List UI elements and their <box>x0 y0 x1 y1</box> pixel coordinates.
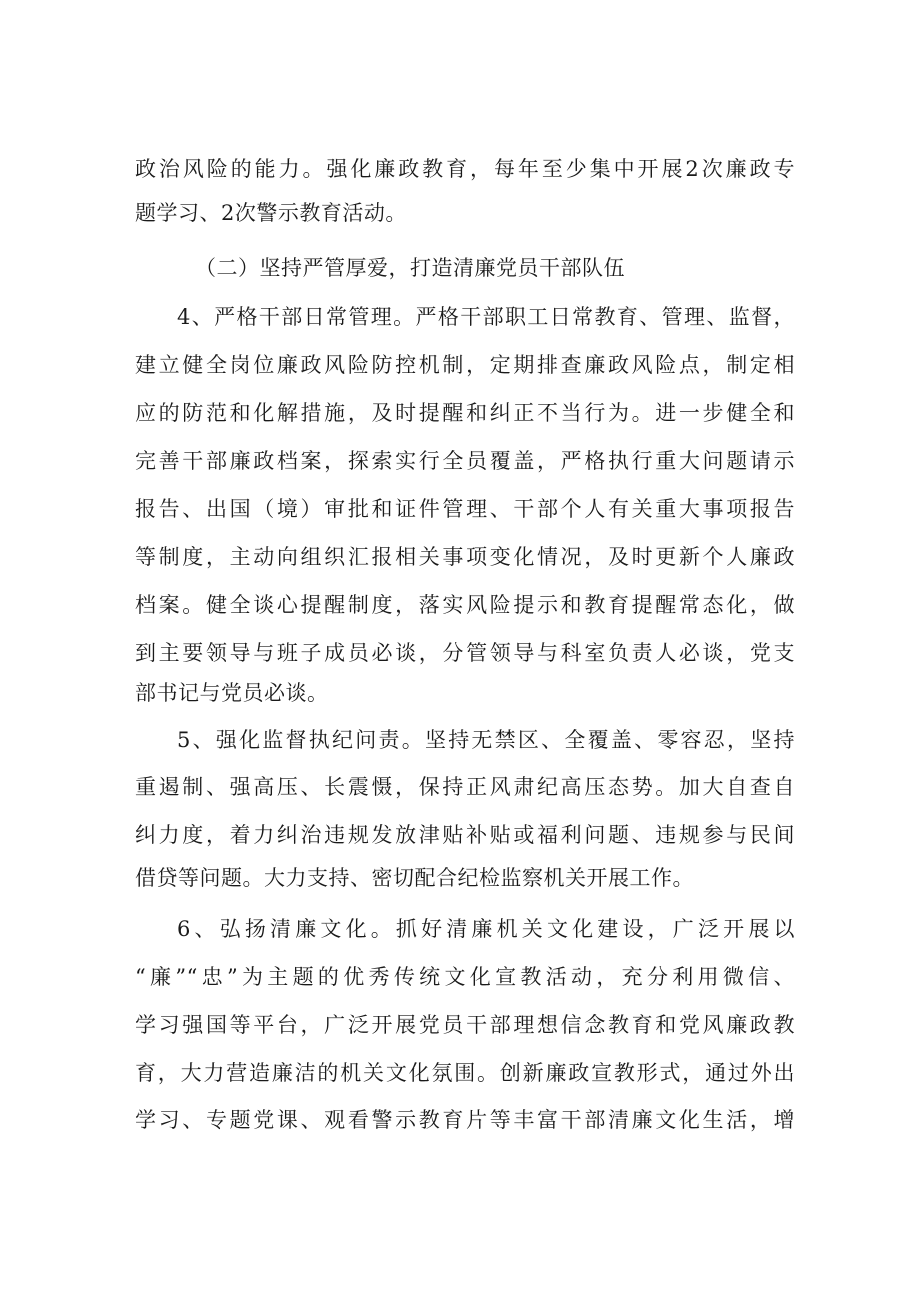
text-line: 部书记与党员必谈。 <box>135 681 329 705</box>
text-line: 应的防范和化解措施，及时提醒和纠正不当行为。进一步健全和 <box>135 401 795 425</box>
text-line: 政治风险的能力。强化廉政教育，每年至少集中开展2次廉政专 <box>135 157 795 181</box>
text-line: 完善干部廉政档案，探索实行全员覆盖，严格执行重大问题请示 <box>135 449 795 473</box>
text-line: 档案。健全谈心提醒制度，落实风险提示和教育提醒常态化，做 <box>135 593 795 617</box>
text-line: 借贷等问题。大力支持、密切配合纪检监察机关开展工作。 <box>135 866 694 890</box>
section-heading: （二）坚持严管厚爱，打造清廉党员干部队伍 <box>195 256 625 280</box>
text-line: 报告、出国（境）审批和证件管理、干部个人有关重大事项报告 <box>135 497 795 521</box>
text-line: 学习强国等平台，广泛开展党员干部理想信念教育和党风廉政教 <box>135 1013 795 1037</box>
text-line: 到主要领导与班子成员必谈，分管领导与科室负责人必谈，党支 <box>135 641 795 665</box>
text-line: “廉”“忠”为主题的优秀传统文化宣教活动，充分利用微信、 <box>135 965 795 989</box>
paragraph-start: 5、强化监督执纪问责。坚持无禁区、全覆盖、零容忍，坚持 <box>177 728 795 752</box>
paragraph-start: 4、严格干部日常管理。严格干部职工日常教育、管理、监督， <box>177 305 795 329</box>
text-line: 纠力度，着力纠治违规发放津贴补贴或福利问题、违规参与民间 <box>135 823 795 847</box>
document-page <box>135 0 795 1301</box>
text-line: 等制度，主动向组织汇报相关事项变化情况，及时更新个人廉政 <box>135 545 795 569</box>
text-line: 题学习、2次警示教育活动。 <box>135 201 407 225</box>
text-line: 重遏制、强高压、长震慑，保持正风肃纪高压态势。加大自查自 <box>135 775 795 799</box>
paragraph-start: 6、弘扬清廉文化。抓好清廉机关文化建设，广泛开展以 <box>177 917 795 941</box>
text-line: 学习、专题党课、观看警示教育片等丰富干部清廉文化生活，增 <box>135 1108 795 1132</box>
text-line: 育，大力营造廉洁的机关文化氛围。创新廉政宣教形式，通过外出 <box>135 1061 795 1085</box>
text-line: 建立健全岗位廉政风险防控机制，定期排查廉政风险点，制定相 <box>135 353 795 377</box>
